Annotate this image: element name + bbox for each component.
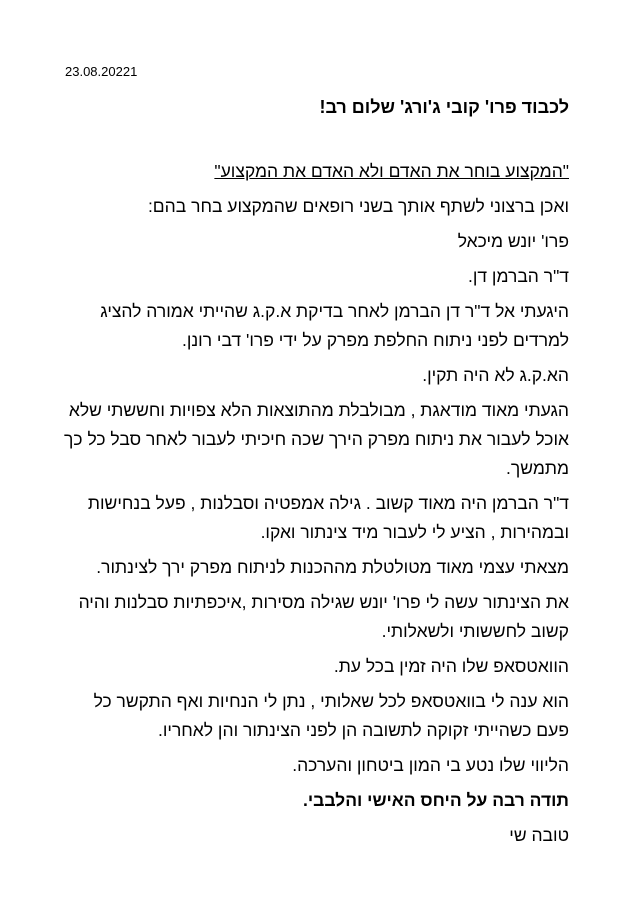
letter-paragraph: הוא ענה לי בוואטסאפ לכל שאלותי , נתן לי הנחיות ואף התקשר כל פעם כשהייתי זקוקה לתשובה הן לפני הצינתור והן לאחריו. <box>93 691 569 740</box>
letter-motto: "המקצוע בוחר את האדם ולא האדם את המקצוע" <box>214 161 569 181</box>
letter-body <box>60 93 569 856</box>
letter-paragraph: הא.ק.ג לא היה תקין. <box>422 365 569 385</box>
letter-paragraph: פרו' יונש מיכאל <box>457 231 569 251</box>
letter-paragraph: היגעתי אל ד"ר דן הברמן לאחר בדיקת א.ק.ג שהייתי אמורה להציג למרדים לפני ניתוח החלפת מפרק על ידי פרו' דבי רונן. <box>100 301 569 350</box>
letter-paragraph: מצאתי עצמי מאוד מטולטלת מההכנות לניתוח מפרק ירך לצינתור. <box>96 557 569 577</box>
letter-paragraph: ד"ר הברמן דן. <box>467 266 569 286</box>
letter-date: 23.08.20221 <box>65 64 138 79</box>
letter-greeting: לכבוד פרו' קובי ג'ורג' שלום רב! <box>319 97 569 117</box>
letter-paragraph: הוואטסאפ שלו היה זמין בכל עת. <box>333 656 569 676</box>
letter-paragraph: הליווי שלו נטע בי המון ביטחון והערכה. <box>292 755 569 775</box>
letter-paragraph: הגעתי מאוד מודאגת , מבולבלת מהתוצאות הלא צפויות וחששתי שלא אוכל לעבור את ניתוח מפרק הירך שכה חיכיתי לעבור לאחר סבל כל כך מתמשך. <box>64 400 569 478</box>
letter-paragraph: ואכן ברצוני לשתף אותך בשני רופאים שהמקצוע בחר בהם: <box>147 196 569 216</box>
letter-thanks: תודה רבה על היחס האישי והלבבי. <box>302 790 569 810</box>
letter-paragraph: את הצינתור עשה לי פרו' יונש שגילה מסירות ,איכפתיות סבלנות והיה קשוב לחששותי ולשאלותי. <box>78 592 569 641</box>
letter-paragraph: ד"ר הברמן היה מאוד קשוב . גילה אמפטיה וסבלנות , פעל בנחישות ובמהירות , הציע לי לעבור מיד צינתור ואקו. <box>87 493 569 542</box>
letter-signature: טובה שי <box>509 825 569 845</box>
